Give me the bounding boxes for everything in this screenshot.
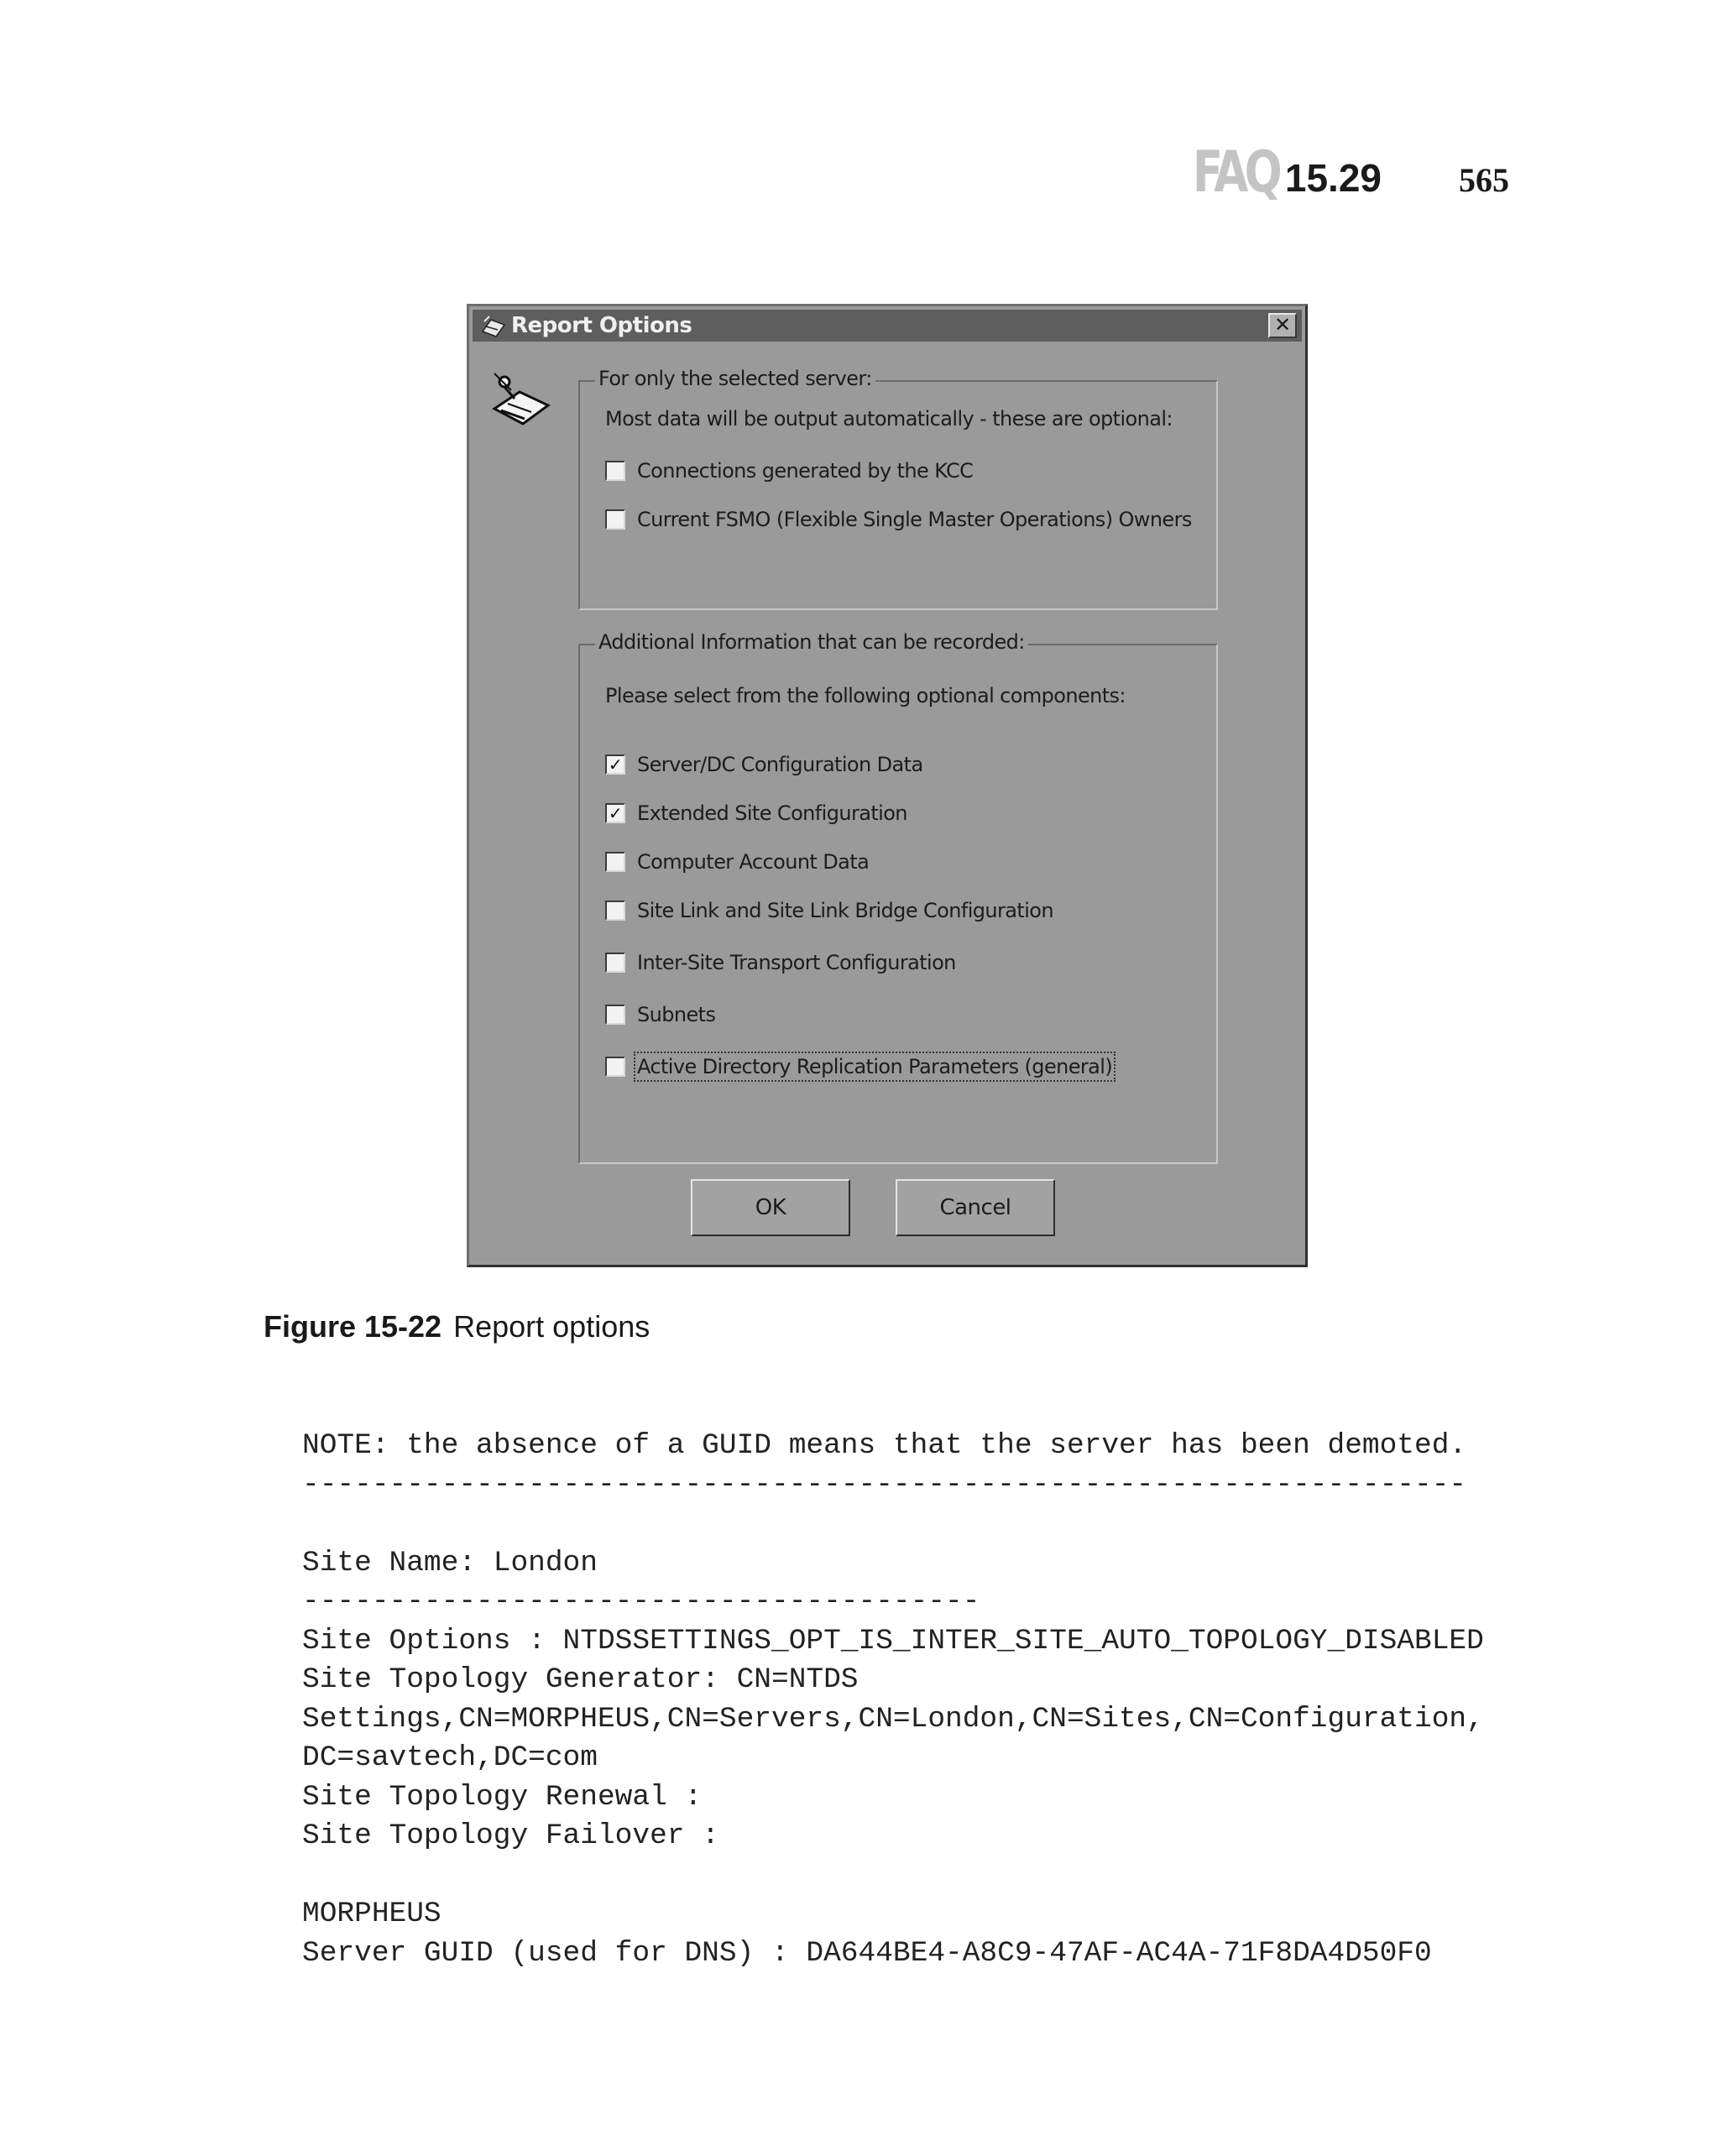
close-icon: ✕ [1273,313,1292,337]
checkbox-checked[interactable]: ✓ [605,754,625,775]
option-computer-account-data[interactable] [605,850,869,874]
dialog-titlebar[interactable] [473,310,1302,342]
cancel-button[interactable]: Cancel [896,1179,1055,1236]
checkbox-checked[interactable]: ✓ [605,803,625,823]
report-icon [479,313,508,338]
figure-title: Report options [453,1309,651,1344]
code-line: Site Topology Generator: CN=NTDS [302,1663,859,1696]
group-description: Please select from the following optional components: [605,684,1126,707]
code-line: Site Topology Renewal : [302,1780,703,1814]
running-header [1168,139,1509,206]
option-label: Active Directory Replication Parameters (general) [637,1055,1113,1078]
option-subnets[interactable] [605,1003,715,1026]
code-line: Site Topology Failover : [302,1819,719,1852]
group-legend: For only the selected server: [595,367,875,390]
code-line: Site Options : NTDSSETTINGS_OPT_IS_INTER_SITE_AUTO_TOPOLOGY_DISABLED [302,1624,1484,1657]
option-inter-site-transport[interactable] [605,951,956,974]
faq-logo: FAQ [1192,139,1278,206]
option-extended-site-config[interactable] [605,801,907,825]
ok-button[interactable]: OK [691,1179,850,1236]
code-line: --------------------------------------- [302,1585,980,1618]
code-line: Server GUID (used for DNS) : DA644BE4-A8C9-47AF-AC4A-71F8DA4D50F0 [302,1936,1432,1970]
option-label: Subnets [637,1003,716,1026]
option-label: Computer Account Data [637,850,870,874]
page-number: 565 [1459,161,1509,199]
option-label: Server/DC Configuration Data [637,753,923,776]
checkbox[interactable] [605,852,625,872]
option-ad-replication-params[interactable] [605,1055,1112,1078]
checkbox[interactable] [605,1005,625,1025]
dialog-title: Report Options [511,313,692,338]
code-line: ------------------------------------------------------------------- [302,1468,1467,1501]
option-label: Current FSMO (Flexible Single Master Operations) Owners [637,508,1192,531]
option-label: Extended Site Configuration [637,801,907,825]
option-fsmo-owners[interactable] [605,508,1192,531]
code-line: DC=savtech,DC=com [302,1741,598,1774]
group-legend: Additional Information that can be recorded: [595,630,1028,654]
checkbox[interactable] [605,461,625,481]
additional-info-group [578,630,1218,1164]
faq-number: 15.29 [1284,156,1382,200]
option-site-link-config[interactable] [605,899,1053,922]
checkbox[interactable] [605,1057,625,1077]
option-server-dc-config[interactable] [605,753,923,776]
satellite-dish-icon [486,367,555,436]
option-label: Inter-Site Transport Configuration [637,951,956,974]
checkbox[interactable] [605,953,625,973]
code-listing [302,1427,1484,1973]
code-line: Site Name: London [302,1546,598,1579]
report-options-dialog [467,304,1308,1267]
code-line: NOTE: the absence of a GUID means that the server has been demoted. [302,1429,1467,1462]
checkbox[interactable] [605,509,625,530]
code-line: MORPHEUS [302,1898,442,1930]
option-kcc-connections[interactable] [605,459,973,483]
close-button[interactable] [1268,313,1297,338]
code-line: Settings,CN=MORPHEUS,CN=Servers,CN=London,CN=Sites,CN=Configuration, [302,1702,1484,1736]
figure-number: Figure 15-22 [264,1309,442,1344]
option-label: Site Link and Site Link Bridge Configuration [637,899,1053,922]
group-description: Most data will be output automatically - these are optional: [605,407,1173,431]
figure-caption [264,1309,650,1344]
checkbox[interactable] [605,901,625,921]
option-label: Connections generated by the KCC [637,459,974,483]
selected-server-group [578,367,1218,610]
